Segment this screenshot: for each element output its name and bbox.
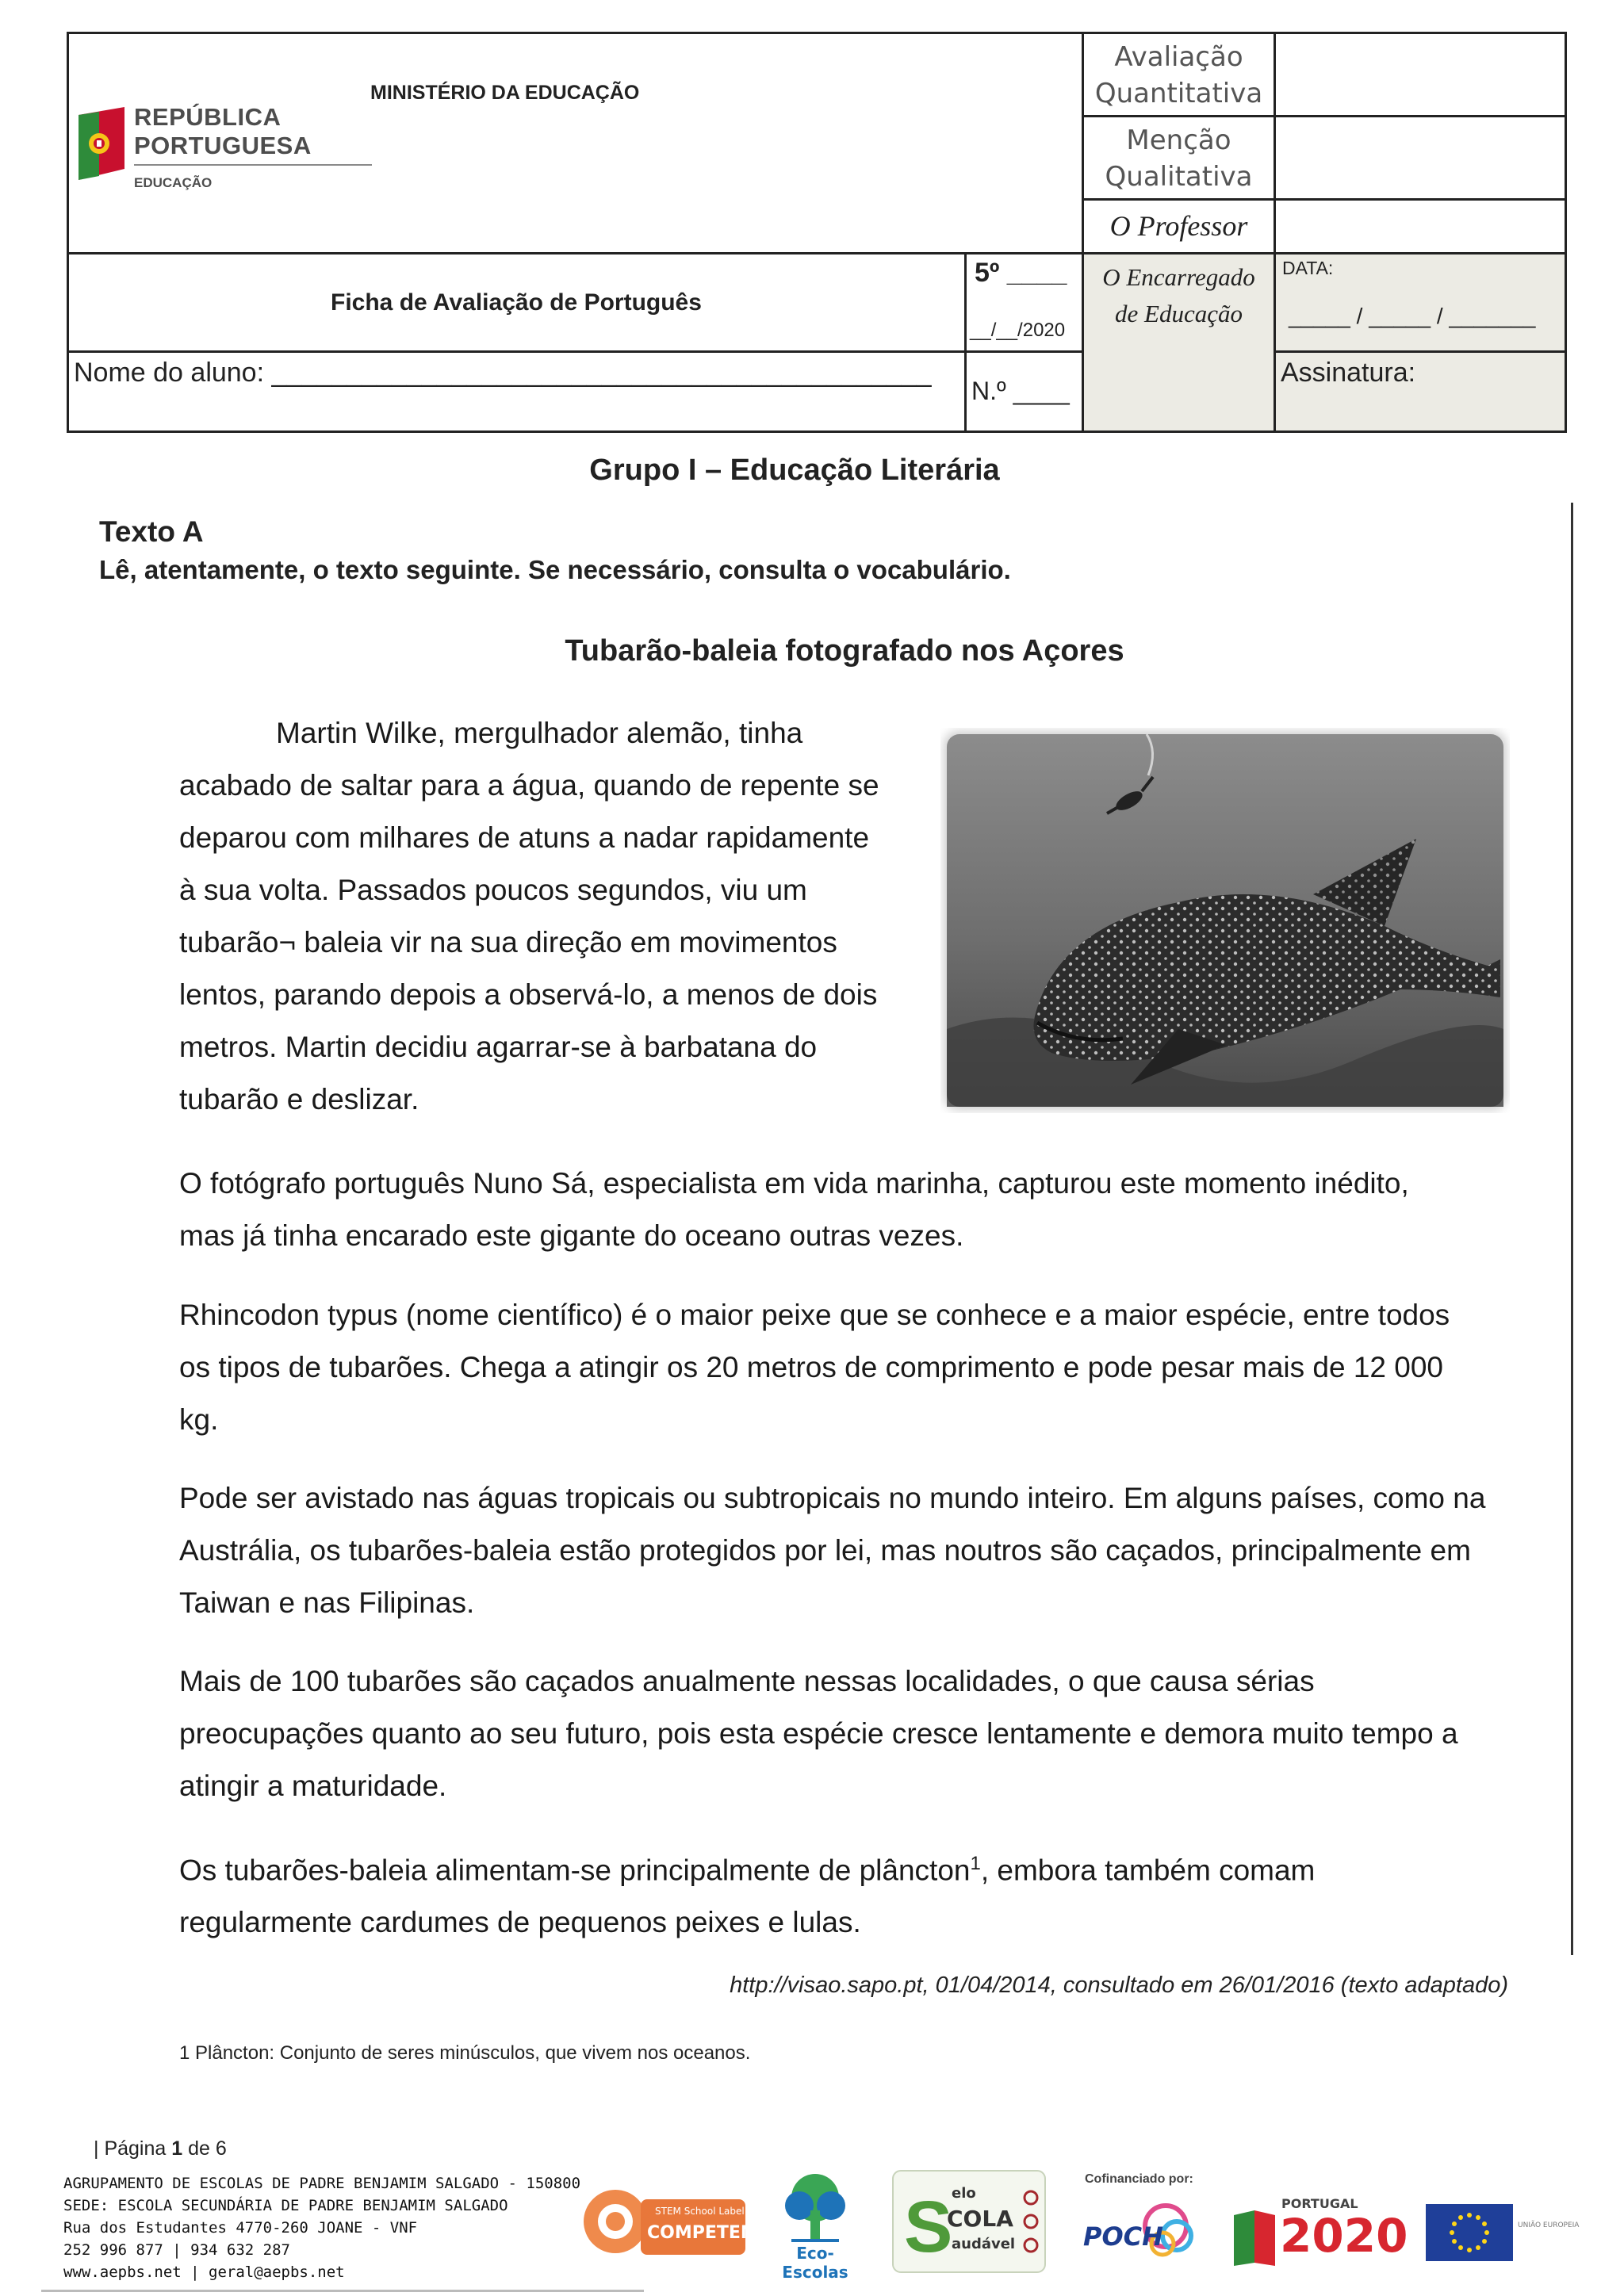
nome-field[interactable]: Nome do aluno: ____________________________________________ xyxy=(74,358,932,388)
paragraph-2-line: O fotógrafo português Nuno Sá, especialista em vida marinha, capturou este momento inédito, xyxy=(179,1167,1409,1200)
poch-text: POCH xyxy=(1083,2221,1163,2252)
avaliacao-line1: Avaliação xyxy=(1114,41,1243,73)
assinatura-cell xyxy=(1276,353,1565,430)
data-label: DATA: xyxy=(1282,258,1334,278)
paragraph-5-line: Mais de 100 tubarões são caçados anualmente nessas localidades, o que causa sérias xyxy=(179,1665,1315,1697)
texto-label: Texto A xyxy=(99,515,204,548)
paragraph-1 xyxy=(179,707,879,1126)
address-line: Rua dos Estudantes 4770-260 JOANE - VNF xyxy=(63,2219,418,2237)
address-line: www.aepbs.net | geral@aepbs.net xyxy=(63,2263,345,2281)
header-table xyxy=(67,32,1567,433)
professor-signature[interactable] xyxy=(1276,201,1565,254)
eu-logo xyxy=(1426,2204,1584,2264)
paragraph-4-line: Taiwan e nas Filipinas. xyxy=(179,1586,475,1619)
ano-cell xyxy=(967,254,1084,353)
avaliacao-line2: Quantitativa xyxy=(1094,78,1263,109)
assinatura-label[interactable]: Assinatura: xyxy=(1281,358,1416,388)
paragraph-5-line: atingir a maturidade. xyxy=(179,1770,447,1802)
encarregado-cell xyxy=(1084,254,1276,430)
avaliacao-quantitativa-value[interactable] xyxy=(1276,34,1565,117)
selo-line3: audável xyxy=(952,2236,1016,2252)
paragraph-4 xyxy=(179,1472,1485,1629)
paragraph-1-line: lentos, parando depois a observá-lo, a menos de dois xyxy=(179,978,878,1011)
paragraph-2-line: mas já tinha encarado este gigante do oceano outras vezes. xyxy=(179,1219,964,1252)
paragraph-3 xyxy=(179,1289,1450,1446)
paragraph-5-line: preocupações quanto ao seu futuro, pois esta espécie cresce lentamente e demora muito tempo a xyxy=(179,1717,1458,1750)
logo-divider xyxy=(134,164,372,166)
avaliacao-quantitativa-label xyxy=(1084,34,1276,117)
selo-escola-saudavel-badge xyxy=(891,2169,1047,2274)
paragraph-2 xyxy=(179,1158,1409,1262)
page-number-current: 1 xyxy=(171,2137,183,2160)
logo-portuguesa: PORTUGUESA xyxy=(134,132,312,159)
encarregado-line1: O Encarregado xyxy=(1102,263,1255,291)
paragraph-3-line: kg. xyxy=(179,1403,219,1436)
paragraph-3-line: os tipos de tubarões. Chega a atingir os 20 metros de comprimento e pode pesar mais de 12 000 xyxy=(179,1351,1443,1383)
mencao-qualitativa-value[interactable] xyxy=(1276,117,1565,201)
page-number xyxy=(94,2137,227,2160)
paragraph-4-line: Pode ser avistado nas águas tropicais ou subtropicais no mundo inteiro. Em alguns países, como na xyxy=(179,1482,1486,1514)
paragraph-6-line: regularmente cardumes de pequenos peixes e lulas. xyxy=(179,1906,861,1939)
portugal-2020-logo xyxy=(1231,2196,1408,2272)
page-number-total: de 6 xyxy=(182,2137,227,2160)
paragraph-1-line: à sua volta. Passados poucos segundos, viu um xyxy=(179,874,807,906)
footnote: 1 Plâncton: Conjunto de seres minúsculos, que vivem nos oceanos. xyxy=(179,2042,751,2064)
stem-competent-badge xyxy=(579,2171,768,2269)
selo-line2: COLA xyxy=(947,2206,1013,2232)
eco-tree-icon xyxy=(776,2171,855,2242)
portugal-flag-icon xyxy=(75,104,128,191)
mencao-line2: Qualitativa xyxy=(1105,161,1253,193)
eco-escolas-badge xyxy=(768,2171,863,2282)
paragraph-6-text: Os tubarões-baleia alimentam-se principalmente de plâncton xyxy=(179,1854,971,1887)
selo-line1: elo xyxy=(952,2185,976,2202)
nome-cell xyxy=(69,353,967,430)
mencao-qualitativa-label xyxy=(1084,117,1276,201)
address-line: SEDE: ESCOLA SECUNDÁRIA DE PADRE BENJAMIM SALGADO xyxy=(63,2197,508,2214)
eu-flag-icon xyxy=(1426,2204,1513,2261)
paragraph-1-line: Martin Wilke, mergulhador alemão, tinha xyxy=(276,717,803,749)
paragraph-6 xyxy=(179,1838,1315,1949)
portugal-text: PORTUGAL xyxy=(1281,2196,1358,2211)
logo-educacao: EDUCAÇÃO xyxy=(134,175,213,190)
logo-republica: REPÚBLICA xyxy=(134,103,282,131)
svg-text:S: S xyxy=(904,2187,953,2267)
cofinanciado-label: Cofinanciado por: xyxy=(1085,2172,1193,2186)
poch-logo xyxy=(1083,2198,1210,2269)
grupo-heading: Grupo I – Educação Literária xyxy=(589,453,1000,487)
paragraph-6-line xyxy=(179,1838,1315,1896)
footnote-ref: 1 xyxy=(970,1853,981,1874)
encarregado-line2: de Educação xyxy=(1115,300,1243,327)
article-title: Tubarão-baleia fotografado nos Açores xyxy=(565,634,1124,668)
eco-escolas-label: Eco-Escolas xyxy=(782,2244,848,2282)
footer-divider xyxy=(41,2290,644,2292)
ficha-cell xyxy=(69,254,967,353)
paragraph-1-line: tubarão¬ baleia vir na sua direção em movimentos xyxy=(179,926,837,959)
stem-competent: COMPETENT xyxy=(647,2223,768,2243)
mencao-line1: Menção xyxy=(1126,124,1231,156)
professor-label: O Professor xyxy=(1084,201,1276,254)
instruction: Lê, atentamente, o texto seguinte. Se necessário, consulta o vocabulário. xyxy=(99,555,1011,584)
paragraph-6-text-cont: , embora também comam xyxy=(980,1854,1316,1887)
data-cell xyxy=(1276,254,1565,353)
ano-field[interactable]: 5º ____ xyxy=(975,258,1067,288)
numero-cell xyxy=(967,353,1084,430)
eu-text: UNIÃO EUROPEIA xyxy=(1518,2221,1580,2229)
paragraph-1-line: deparou com milhares de atuns a nadar rapidamente xyxy=(179,821,870,854)
address-line: AGRUPAMENTO DE ESCOLAS DE PADRE BENJAMIM SALGADO - 150800 xyxy=(63,2175,581,2192)
ministry-title: MINISTÉRIO DA EDUCAÇÃO xyxy=(370,82,640,104)
ficha-title: Ficha de Avaliação de Português xyxy=(331,289,702,316)
paragraph-1-line: acabado de saltar para a água, quando de repente se xyxy=(179,769,879,802)
numero-field[interactable]: N.º ____ xyxy=(971,377,1070,405)
paragraph-1-line: metros. Martin decidiu agarrar-se à barbatana do xyxy=(179,1031,818,1063)
whale-shark-photo xyxy=(940,728,1510,1113)
paragraph-4-line: Austrália, os tubarões-baleia estão protegidos por lei, mas noutros são caçados, principalmente em xyxy=(179,1534,1471,1567)
school-address xyxy=(63,2172,580,2283)
margin-rule xyxy=(1571,503,1573,1955)
ano-date-field[interactable]: __/__/2020 xyxy=(970,320,1066,341)
p2020-text: 2020 xyxy=(1280,2209,1408,2263)
paragraph-1-line: tubarão e deslizar. xyxy=(179,1083,419,1115)
address-line: 252 996 877 | 934 632 287 xyxy=(63,2241,290,2259)
stem-gear-icon xyxy=(579,2175,747,2263)
data-field[interactable]: _____ / _____ / _______ xyxy=(1289,304,1536,328)
ministry-cell xyxy=(69,34,1084,254)
page-number-prefix: | Página xyxy=(94,2137,172,2160)
paragraph-5 xyxy=(179,1655,1458,1812)
paragraph-3-line: Rhincodon typus (nome científico) é o maior peixe que se conhece e a maior espécie, entre todos xyxy=(179,1299,1450,1331)
portugal-2020-flag-icon xyxy=(1231,2207,1278,2267)
source-citation: http://visao.sapo.pt, 01/04/2014, consultado em 26/01/2016 (texto adaptado) xyxy=(730,1973,1508,1998)
stem-label: STEM School Label xyxy=(655,2206,745,2217)
